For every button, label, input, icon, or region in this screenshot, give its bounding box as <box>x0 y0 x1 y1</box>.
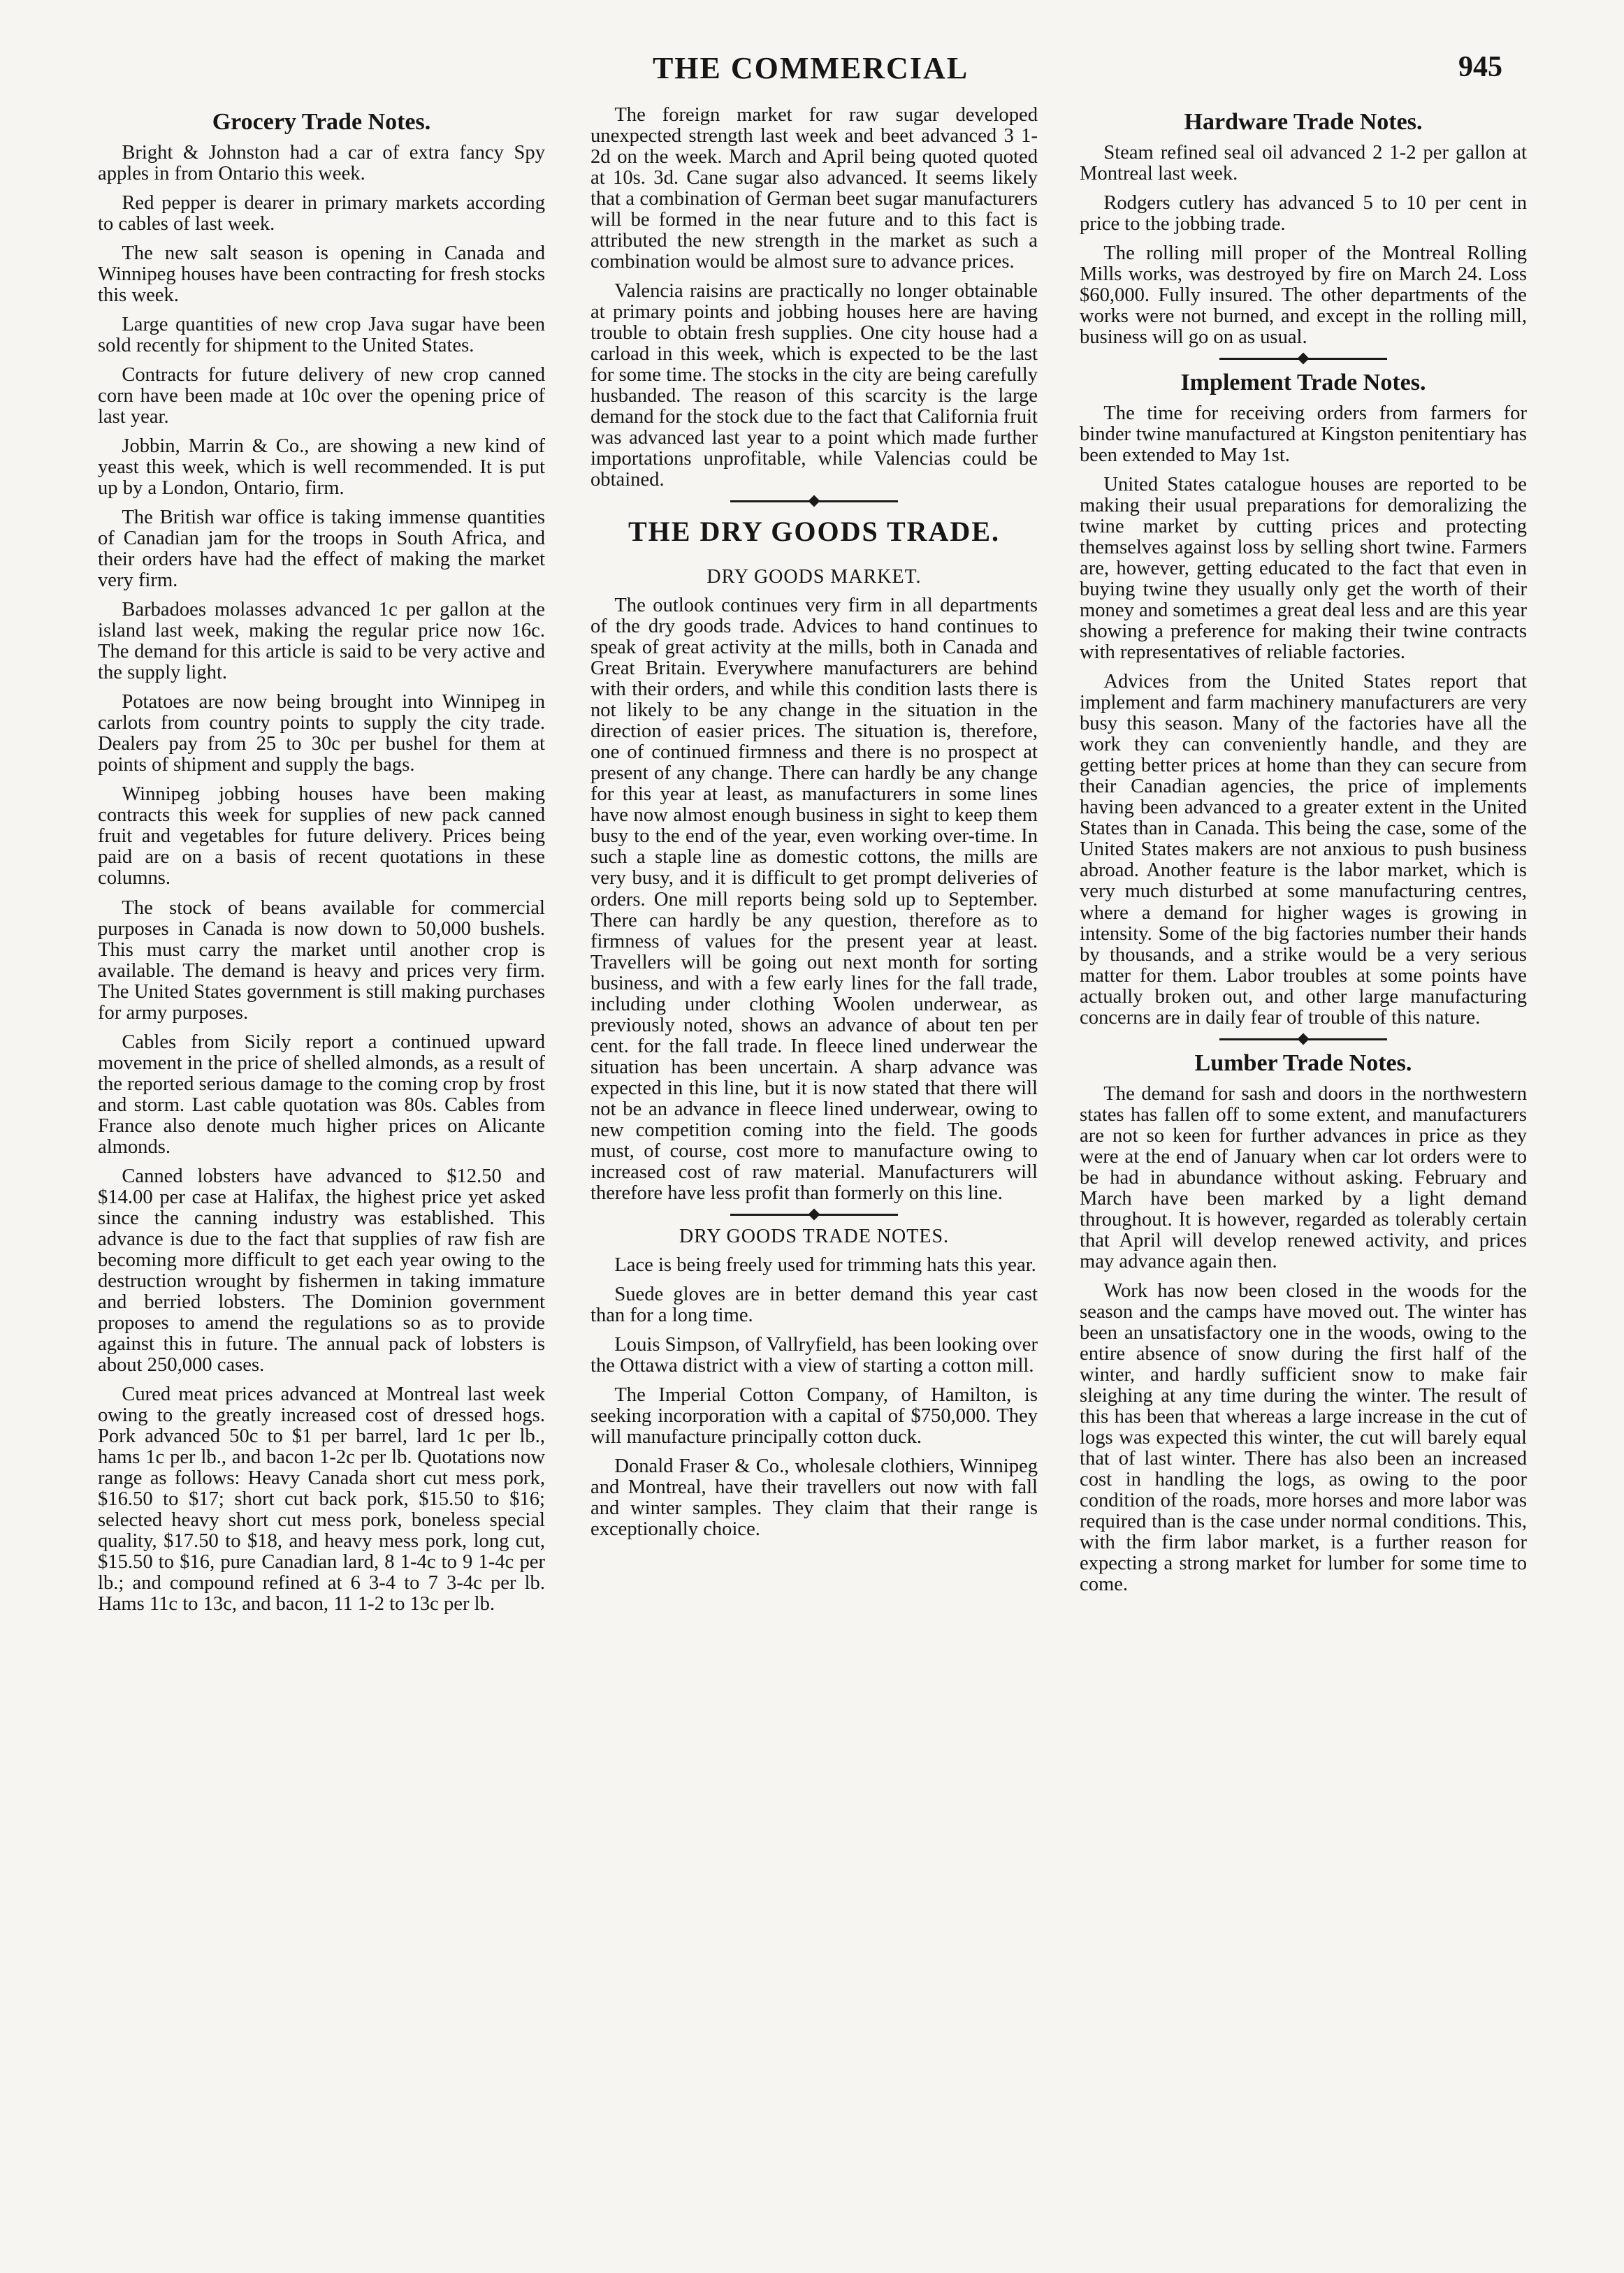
article-paragraph: Winnipeg jobbing houses have been making contracts this week for supplies of new pack canned fruit and vegetables for future delivery. Prices being paid are on a basis of recent quotations in these columns. <box>98 783 545 889</box>
article-paragraph: The Imperial Cotton Company, of Hamilton, is seeking incorporation with a capital of $750,000. They will manufacture principally cotton duck. <box>590 1384 1038 1448</box>
article-paragraph: The demand for sash and doors in the northwestern states has fallen off to some extent, and manufacturers are not so keen for further advances in price as they were at the end of January when car lot orders were to be had in abundance without asking. February and March have been marked by a light demand throughout. It is however, regarded as tolerably certain that April will develop renewed activity, and prices may advance again then. <box>1080 1082 1527 1272</box>
column-3 <box>1080 105 1527 2236</box>
article-paragraph: Red pepper is dearer in primary markets according to cables of last week. <box>98 192 545 235</box>
article-paragraph: Work has now been closed in the woods for the season and the camps have moved out. The winter has been an unsatisfactory one in the woods, owing to the entire absence of snow during the first half of the winter, and hardly sufficient snow to make fair sleighing at any time during the winter. The result of this has been that whereas a large increase in the cut of logs was expected this winter, the cut will barely equal that of last winter. There has also been an increased cost in handling the logs, as owing to the poor condition of the roads, more horses and more labor was required than is the case under normal conditions. This, with the firm labor market, is a further reason for expecting a strong market for lumber for some time to come. <box>1080 1279 1527 1595</box>
column-1 <box>98 105 545 2236</box>
article-paragraph: Cured meat prices advanced at Montreal last week owing to the greatly increased cost of dressed hogs. Pork advanced 50c to $1 per barrel, lard 1c per lb., hams 1c per lb., and bacon 1-2c per lb. Quotations now range as follows: Heavy Canada short cut mess pork, $16.50 to $17; short cut back pork, $15.50 to $16; selected heavy short cut mess pork, boneless special quality, $17.50 to $18, and heavy mess pork, long cut, $15.50 to $16, pure Canadian lard, 8 1-4c to 9 1-4c per lb.; and compound refined at 6 3-4 to 7 3-4c per lb. Hams 11c to 13c, and bacon, 11 1-2 to 13c per lb. <box>98 1383 545 1615</box>
section-divider <box>1219 1038 1387 1040</box>
article-paragraph: Rodgers cutlery has advanced 5 to 10 per cent in price to the jobbing trade. <box>1080 192 1527 235</box>
article-paragraph: Canned lobsters have advanced to $12.50 and $14.00 per case at Halifax, the highest price yet asked since the canning industry was established. This advance is due to the fact that supplies of raw fish are becoming more difficult to get each year owing to the destruction wrought by fishermen in taking immature and berried lobsters. The Dominion government proposes to amend the regulations so as to provide against this in future. The annual pack of lobsters is about 250,000 cases. <box>98 1165 545 1376</box>
lumber-title: Lumber Trade Notes. <box>1194 1050 1412 1076</box>
article-paragraph: The rolling mill proper of the Montreal Rolling Mills works, was destroyed by fire on March 24. Loss $60,000. Fully insured. The other departments of the works were not burned, and except in the rolling mill, business will go on as usual. <box>1080 242 1527 349</box>
article-paragraph: Valencia raisins are practically no longer obtainable at primary points and jobbing houses here are having trouble to obtain fresh supplies. One city house had a carload in this week, which is expected to be the last for some time. The stocks in the city are being carefully husbanded. The reason of this scarcity is the large demand for the stock due to the fact that California fruit was advanced last year to a point which made further importations unprofitable, while Valencias could be obtained. <box>590 280 1038 491</box>
hardware-title: Hardware Trade Notes. <box>1184 109 1423 135</box>
dry-goods-market-title: DRY GOODS MARKET. <box>706 566 922 588</box>
article-paragraph: The stock of beans available for commercial purposes in Canada is now down to 50,000 bushels. This must carry the market until another crop is available. The demand is heavy and prices very firm. The United States government is still making purchases for army purposes. <box>98 896 545 1024</box>
article-paragraph: Barbadoes molasses advanced 1c per gallon at the island last week, making the regular price now 16c. The demand for this article is said to be very active and the supply light. <box>98 599 545 684</box>
article-paragraph: Steam refined seal oil advanced 2 1-2 per gallon at Montreal last week. <box>1080 142 1527 185</box>
article-paragraph: The outlook continues very firm in all departments of the dry goods trade. Advices to hand continues to speak of great activity at the mills, both in Canada and Great Britain. Everywhere manufacturers are behind with their orders, and while this condition lasts there is not likely to be any change in the situation in the direction of easier prices. The situation is, therefore, one of continued firmness and there is no prospect at present of any change. There can hardly be any change for this year at least, as manufacturers in some lines have now almost enough business in sight to keep them busy to the end of the year, even working over-time. In such a staple line as domestic cottons, the mills are very busy, and it is difficult to get prompt deliveries of orders. One mill reports being sold up to September. There can hardly be any question, therefore as to firmness of values for the present year at least. Travellers will be going out next month for sorting business, and with a few early lines for the fall trade, including under clothing Woolen underwear, as previously noted, shows an advance of about ten per cent. for the fall trade. In fleece lined underwear the situation has been uncertain. A sharp advance was expected in this line, but it is now stated that there will not be an advance in fleece lined underwear, owing to new competition coming into the field. The goods must, of course, cost more to manufacture owing to increased cost of raw material. Manufacturers will therefore have less profit than formerly on this line. <box>590 595 1038 1204</box>
article-paragraph: Cables from Sicily report a continued upward movement in the price of shelled almonds, as a result of the reported serious damage to the coming crop by frost and storm. Last cable quotation was 80s. Cables from France also denote much higher prices on Alicante almonds. <box>98 1031 545 1158</box>
article-paragraph: Louis Simpson, of Vallryfield, has been looking over the Ottawa district with a view of starting a cotton mill. <box>590 1333 1038 1377</box>
article-paragraph: Potatoes are now being brought into Winnipeg in carlots from country points to supply the city trade. Dealers pay from 25 to 30c per bushel for them at points of shipment and supply the bags. <box>98 691 545 776</box>
dry-goods-title: THE DRY GOODS TRADE. <box>628 516 1000 548</box>
grocery-title: Grocery Trade Notes. <box>212 109 431 135</box>
article-paragraph: The foreign market for raw sugar developed unexpected strength last week and beet advanced 3 1-2d on the week. March and April being quoted quoted at 10s. 3d. Cane sugar also advanced. It seems likely that a combination of German beet sugar manufacturers will be formed in the near future and to this fact is attributed the new strength in the market as such a combination would be almost sure to advance prices. <box>590 105 1038 273</box>
dry-goods-notes-title: DRY GOODS TRADE NOTES. <box>679 1225 950 1247</box>
article-paragraph: Donald Fraser & Co., wholesale clothiers, Winnipeg and Montreal, have their travellers out now with fall and winter samples. They claim that their range is exceptionally choice. <box>590 1455 1038 1540</box>
article-paragraph: Lace is being freely used for trimming hats this year. <box>614 1254 1036 1276</box>
article-paragraph: Contracts for future delivery of new crop canned corn have been made at 10c over the opening price of last year. <box>98 364 545 428</box>
page-header <box>77 50 1544 99</box>
section-divider <box>730 500 898 502</box>
article-paragraph: Bright & Johnston had a car of extra fancy Spy apples in from Ontario this week. <box>98 142 545 185</box>
article-paragraph: Advices from the United States report that implement and farm machinery manufacturers are very busy this season. Many of the factories have all the work they can conveniently handle, and they are getting better prices at home than they can secure from their Canadian agencies, the price of implements having been advanced to a greater extent in the United States than in Canada. This being the case, some of the United States makers are not anxious to push business abroad. Another feature is the labor market, which is very much disturbed at some manufacturing centres, where a demand for higher wages is growing in intensity. Some of the big factories number their hands by thousands, and a strike would be a very serious matter for them. Labor troubles at some points have actually broken out, and other large manufacturing concerns are in daily fear of trouble of this nature. <box>1080 671 1527 1029</box>
section-divider <box>730 1214 898 1216</box>
page-number: 945 <box>1458 51 1502 83</box>
article-paragraph: The new salt season is opening in Canada and Winnipeg houses have been contracting for fresh stocks this week. <box>98 242 545 307</box>
section-divider <box>1219 358 1387 360</box>
article-paragraph: The time for receiving orders from farmers for binder twine manufactured at Kingston penitentiary has been extended to May 1st. <box>1080 402 1527 467</box>
column-2 <box>590 105 1038 2236</box>
masthead: THE COMMERCIAL <box>652 51 969 85</box>
article-paragraph: United States catalogue houses are reported to be making their usual preparations for demoralizing the twine market by cutting prices and protecting themselves against loss by selling short twine. Farmers are, however, getting educated to the fact that even in buying twine they usually only get the worth of their money and sometimes a great deal less and are this year showing a preference for making their twine contracts with representatives of reliable factories. <box>1080 474 1527 664</box>
article-paragraph: Jobbin, Marrin & Co., are showing a new kind of yeast this week, which is well recommended. It is put up by a London, Ontario, firm. <box>98 435 545 500</box>
article-paragraph: Suede gloves are in better demand this year cast than for a long time. <box>590 1283 1038 1326</box>
article-paragraph: The British war office is taking immense quantities of Canadian jam for the troops in South Africa, and their orders have had the effect of making the market very firm. <box>98 507 545 592</box>
implement-title: Implement Trade Notes. <box>1180 370 1426 396</box>
article-paragraph: Large quantities of new crop Java sugar have been sold recently for shipment to the United States. <box>98 314 545 357</box>
